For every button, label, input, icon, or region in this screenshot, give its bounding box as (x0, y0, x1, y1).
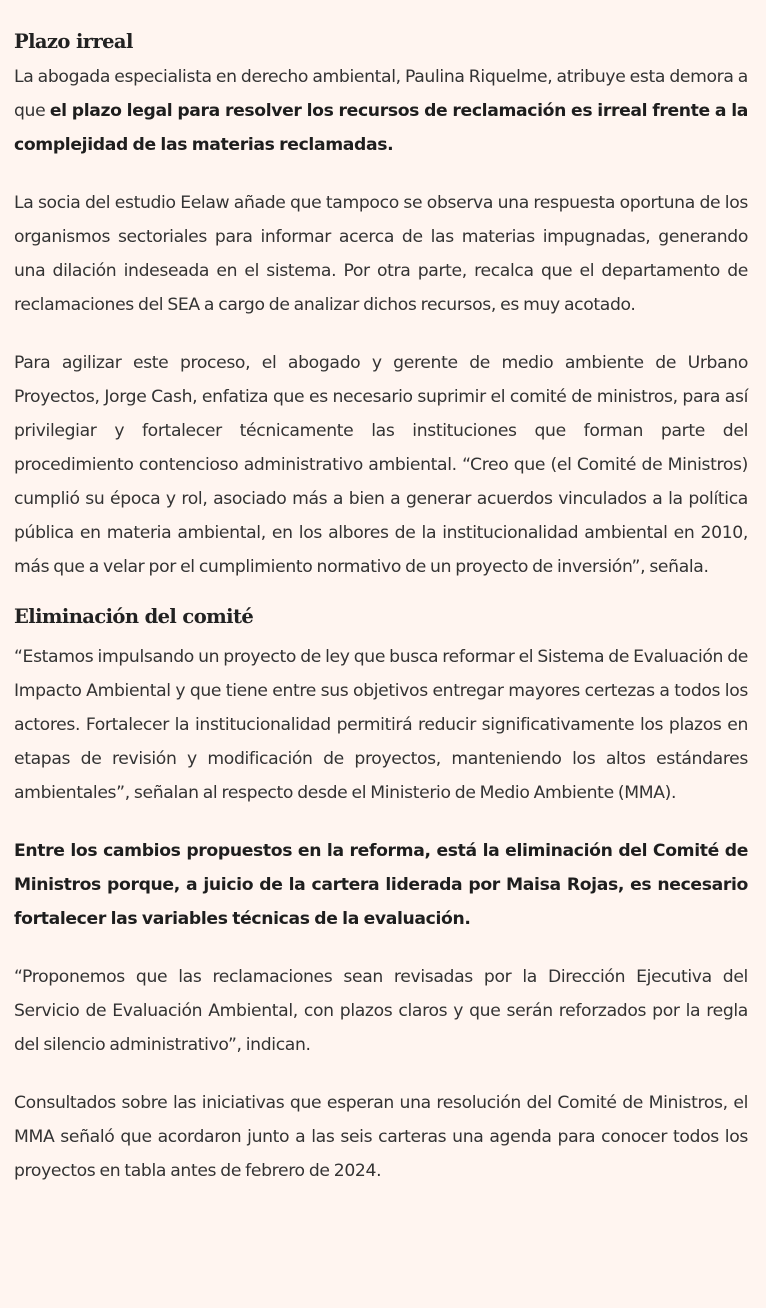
paragraph-reclamaciones: “Proponemos que las reclamaciones sean revisadas por la Dirección Ejecutiva del Servicio de Evaluación Ambiental, con plazos claros y que serán reforzados por la regla del silencio administrativo”, indican. (14, 966, 748, 1055)
paragraph-cash: Para agilizar este proceso, el abogado y gerente de medio ambiente de Urbano Proyectos, Jorge Cash, enfatiza que es necesario suprimir el comité de ministros, para así privilegiar y fortalecer técnicamente las instituciones que forman parte del procedimiento contencioso administrativo ambiental. “Creo que (el Comité de Ministros) cumplió su época y rol, asociado más a bien a generar acuerdos vinculados a la política pública en materia ambiental, en los albores de la institucionalidad ambiental en 2010, más que a velar por el cumplimiento normativo de un proyecto de inversión”, señala. (14, 353, 748, 578)
paragraph-reforma-bold (14, 834, 748, 936)
section-heading-eliminacion: Eliminación del comité (14, 605, 254, 629)
paragraph-reforma-bold-text: Entre los cambios propuestos en la reforma, está la eliminación del Comité de Ministros porque, a juicio de la cartera liderada por Maisa Rojas, es necesario fortalecer las variables técnicas de la evaluación. (14, 840, 748, 929)
paragraph-riquelme (14, 60, 748, 162)
paragraph-riquelme-text: La abogada especialista en derecho ambiental, Paulina Riquelme, atribuye esta demora a que (14, 67, 748, 122)
paragraph-consultados: Consultados sobre las iniciativas que esperan una resolución del Comité de Ministros, el MMA señaló que acordaron junto a las seis carteras una agenda para conocer todos los proyectos en tabla antes de febrero de 2024. (14, 1092, 748, 1181)
section-heading-plazo-irreal: Plazo irreal (14, 30, 133, 53)
paragraph-mma-quote: “Estamos impulsando un proyecto de ley que busca reformar el Sistema de Evaluación de Impacto Ambiental y que tiene entre sus objetivos entregar mayores certezas a todos los actores. Fortalecer la institucionalidad permitirá reducir significativamente los plazos en etapas de revisión y modificación de proyectos, manteniendo los altos estándares ambientales”, señalan al respecto desde el Ministerio de Medio Ambiente (MMA). (14, 646, 748, 803)
paragraph-eelaw: La socia del estudio Eelaw añade que tampoco se observa una respuesta oportuna de los organismos sectoriales para informar acerca de las materias impugnadas, generando una dilación indeseada en el sistema. Por otra parte, recalca que el departamento de reclamaciones del SEA a cargo de analizar dichos recursos, es muy acotado. (14, 193, 748, 316)
paragraph-riquelme-bold: el plazo legal para resolver los recursos de reclamación es irreal frente a la complejidad de las materias reclamadas. (14, 101, 748, 156)
